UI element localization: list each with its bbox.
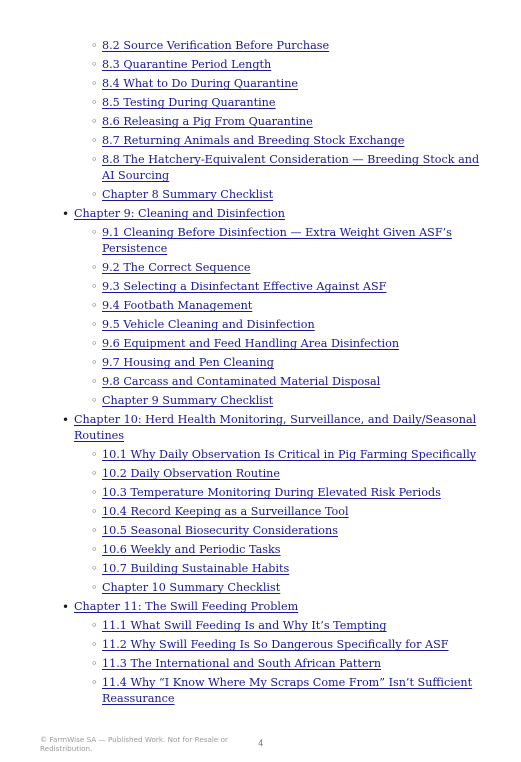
toc-chapter-9-entry [0,206,521,222]
toc-section-9-4 [0,298,521,314]
toc-link-chapter-9[interactable]: Chapter 9: Cleaning and Disinfection [74,207,285,220]
chapter-10-sections-list [0,447,521,596]
toc-section-8-8 [0,152,521,184]
toc-section-10-5 [0,523,521,539]
toc-link-11-1[interactable]: 11.1 What Swill Feeding Is and Why It’s Tempting [102,619,387,632]
toc-link-10-3[interactable]: 10.3 Temperature Monitoring During Elevated Risk Periods [102,486,441,499]
toc-section-8-6 [0,114,521,130]
toc-section-9-2 [0,260,521,276]
footer-copyright-notice: © FarmWise SA — Published Work. Not for Resale or Redistribution. [40,735,228,753]
table-of-contents [0,38,521,710]
toc-link-chapter-11[interactable]: Chapter 11: The Swill Feeding Problem [74,600,299,613]
toc-link-9-8[interactable]: 9.8 Carcass and Contaminated Material Disposal [102,375,381,388]
toc-link-10-1[interactable]: 10.1 Why Daily Observation Is Critical in Pig Farming Specifically [102,448,477,461]
toc-link-10-2[interactable]: 10.2 Daily Observation Routine [102,467,281,480]
toc-section-8-4 [0,76,521,92]
toc-link-10-5[interactable]: 10.5 Seasonal Biosecurity Considerations [102,524,338,537]
toc-link-9-summary[interactable]: Chapter 9 Summary Checklist [102,394,274,407]
toc-section-10-4 [0,504,521,520]
toc-section-11-1 [0,618,521,634]
toc-chapter-9 [0,206,521,409]
toc-section-8-2 [0,38,521,54]
toc-section-8-7 [0,133,521,149]
toc-section-9-1 [0,225,521,257]
chapter-9-sections-list [0,225,521,409]
toc-link-10-7[interactable]: 10.7 Building Sustainable Habits [102,562,290,575]
chapter-8-sections-list [0,38,521,203]
toc-link-8-5[interactable]: 8.5 Testing During Quarantine [102,96,276,109]
toc-link-9-2[interactable]: 9.2 The Correct Sequence [102,261,251,274]
toc-section-8-summary [0,187,521,203]
toc-link-9-4[interactable]: 9.4 Footbath Management [102,299,253,312]
page-number: 4 [258,739,264,749]
toc-section-9-7 [0,355,521,371]
toc-link-chapter-10[interactable]: Chapter 10: Herd Health Monitoring, Surveillance, and Daily/Seasonal Routines [74,413,477,442]
toc-link-8-summary[interactable]: Chapter 8 Summary Checklist [102,188,274,201]
toc-section-8-3 [0,57,521,73]
toc-section-9-5 [0,317,521,333]
toc-section-10-2 [0,466,521,482]
toc-link-9-3[interactable]: 9.3 Selecting a Disinfectant Effective Against ASF [102,280,387,293]
toc-section-9-6 [0,336,521,352]
toc-link-11-4[interactable]: 11.4 Why “I Know Where My Scraps Come From” Isn’t Sufficient Reassurance [102,676,473,705]
chapter-list [0,206,521,707]
toc-chapter-10 [0,412,521,596]
toc-chapter-10-entry [0,412,521,444]
toc-section-11-2 [0,637,521,653]
toc-link-9-5[interactable]: 9.5 Vehicle Cleaning and Disinfection [102,318,315,331]
toc-section-9-summary [0,393,521,409]
toc-link-9-7[interactable]: 9.7 Housing and Pen Cleaning [102,356,274,369]
toc-section-11-3 [0,656,521,672]
toc-link-11-2[interactable]: 11.2 Why Swill Feeding Is So Dangerous Specifically for ASF [102,638,449,651]
toc-section-10-3 [0,485,521,501]
toc-link-9-1[interactable]: 9.1 Cleaning Before Disinfection — Extra Weight Given ASF’s Persistence [102,226,452,255]
toc-link-10-6[interactable]: 10.6 Weekly and Periodic Tasks [102,543,281,556]
toc-link-10-4[interactable]: 10.4 Record Keeping as a Surveillance Tool [102,505,349,518]
toc-chapter-11 [0,599,521,707]
toc-section-10-7 [0,561,521,577]
toc-section-8-5 [0,95,521,111]
toc-chapter-11-entry [0,599,521,615]
toc-section-9-3 [0,279,521,295]
toc-link-10-summary[interactable]: Chapter 10 Summary Checklist [102,581,281,594]
toc-section-11-4 [0,675,521,707]
toc-link-9-6[interactable]: 9.6 Equipment and Feed Handling Area Disinfection [102,337,400,350]
toc-link-8-4[interactable]: 8.4 What to Do During Quarantine [102,77,299,90]
toc-section-10-summary [0,580,521,596]
toc-section-10-6 [0,542,521,558]
toc-link-8-2[interactable]: 8.2 Source Verification Before Purchase [102,39,330,52]
chapter-11-sections-list [0,618,521,707]
toc-link-8-8[interactable]: 8.8 The Hatchery-Equivalent Consideration — Breeding Stock and AI Sourcing [102,153,480,182]
toc-section-9-8 [0,374,521,390]
toc-link-8-7[interactable]: 8.7 Returning Animals and Breeding Stock Exchange [102,134,405,147]
toc-section-10-1 [0,447,521,463]
toc-link-11-3[interactable]: 11.3 The International and South African Pattern [102,657,382,670]
toc-link-8-6[interactable]: 8.6 Releasing a Pig From Quarantine [102,115,313,128]
toc-link-8-3[interactable]: 8.3 Quarantine Period Length [102,58,272,71]
